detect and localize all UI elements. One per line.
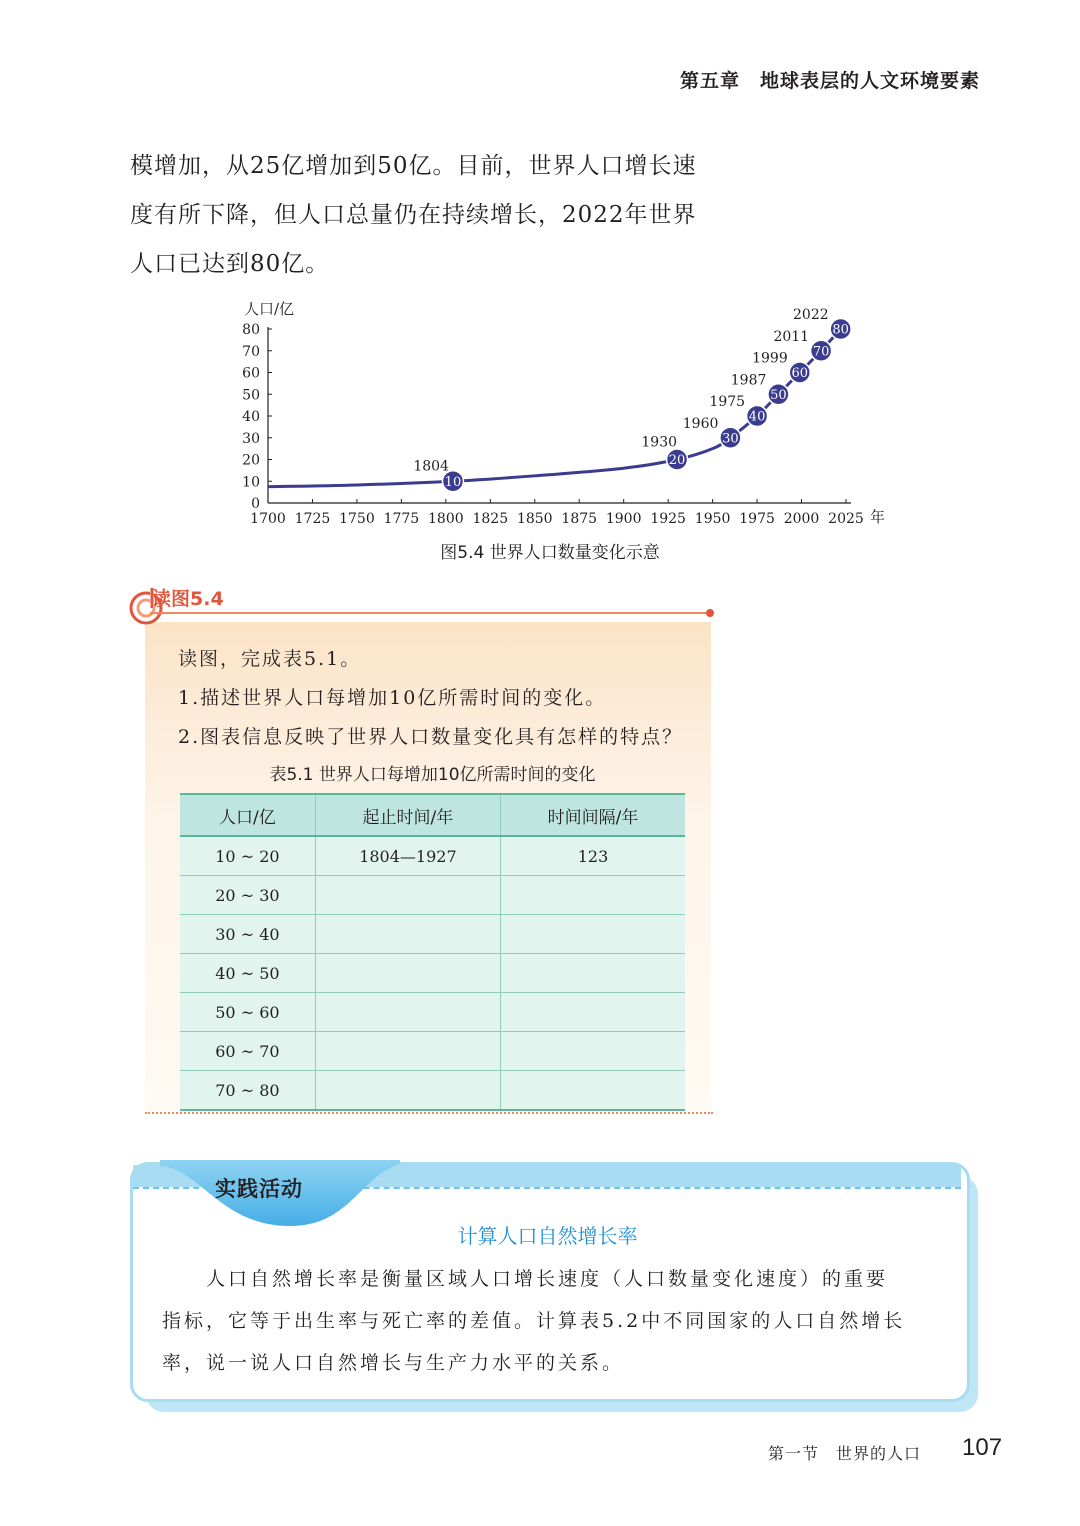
table-header-cell: 起止时间/年 [315,794,500,836]
practice-line-1: 指标，它等于出生率与死亡率的差值。计算表5.2中不同国家的人口自然增长 [162,1310,906,1332]
x-tick-label: 2000 [783,511,820,527]
data-point-year: 1999 [752,350,788,367]
table-row [180,915,685,954]
table-header-row [180,794,685,836]
table-cell: 30 ~ 40 [180,915,315,954]
table-cell [315,1032,500,1071]
data-point-value: 80 [832,322,849,338]
y-tick-label: 50 [242,387,260,404]
x-tick-label: 1775 [383,511,420,527]
table-row [180,876,685,915]
y-tick-label: 60 [242,365,260,382]
x-axis-label: 年 [870,508,886,526]
x-tick-label: 1975 [739,511,775,527]
data-point-year: 1960 [682,415,719,432]
read-title-line [150,612,710,614]
x-tick-label: 1925 [650,511,686,527]
table-cell [501,1071,686,1111]
read-box-title: 读图5.4 [152,588,224,610]
data-point-year: 1975 [709,394,746,410]
x-tick-label: 1950 [694,511,731,527]
table-row [180,1071,685,1111]
table-cell: 20 ~ 30 [180,876,315,915]
table-cell [501,915,686,954]
intro-line: 度有所下降，但人口总量仍在持续增长，2022年世界 [130,202,697,228]
data-point-value: 70 [812,344,830,360]
table-cell [315,993,500,1032]
chapter-header: 第五章 地球表层的人文环境要素 [679,70,980,92]
y-tick-label: 70 [242,343,260,360]
table-row [180,993,685,1032]
practice-line-2: 率，说一说人口自然增长与生产力水平的关系。 [162,1352,625,1374]
read-line-1: 1.描述世界人口每增加10亿所需时间的变化。 [178,687,607,709]
read-line-0: 读图，完成表5.1。 [178,648,362,670]
table-cell [501,954,686,993]
table-cell: 60 ~ 70 [180,1032,315,1071]
table-cell [315,915,500,954]
population-table [180,793,685,1111]
table-cell [501,993,686,1032]
practice-label: 实践活动 [215,1177,303,1201]
population-chart [230,292,900,532]
intro-line: 人口已达到80亿。 [130,251,330,277]
data-point-value: 40 [748,409,766,425]
y-tick-label: 80 [242,322,260,338]
table-caption: 表5.1 世界人口每增加10亿所需时间的变化 [269,765,596,785]
data-point-value: 50 [770,387,787,403]
table-cell: 10 ~ 20 [180,836,315,876]
table-cell: 40 ~ 50 [180,954,315,993]
practice-title: 计算人口自然增长率 [457,1224,638,1248]
table-cell: 50 ~ 60 [180,993,315,1032]
read-box-instructions [178,640,683,757]
table-header-cell: 时间间隔/年 [501,794,686,836]
y-tick-label: 30 [242,430,260,447]
table-header-cell: 人口/亿 [180,794,315,836]
table-cell: 123 [501,836,686,876]
y-axis-label: 人口/亿 [244,300,295,318]
practice-text [162,1258,952,1384]
data-point-value: 20 [668,453,686,468]
x-tick-label: 1800 [428,511,464,527]
table-row [180,1032,685,1071]
x-tick-label: 1850 [516,511,553,527]
y-tick-label: 10 [242,474,260,491]
table-cell [315,876,500,915]
table-cell [501,1032,686,1071]
practice-line-0: 人口自然增长率是衡量区域人口增长速度（人口数量变化速度）的重要 [162,1268,889,1290]
x-tick-label: 1825 [472,511,509,527]
read-box-border [145,1112,713,1114]
table-cell [315,1071,500,1111]
x-tick-label: 1725 [294,511,331,527]
data-point-value: 10 [444,474,462,490]
x-tick-label: 1700 [250,511,286,527]
x-tick-label: 1875 [561,511,598,527]
intro-line: 模增加，从25亿增加到50亿。目前，世界人口增长速 [130,153,697,179]
y-tick-label: 20 [242,452,260,469]
table-row [180,836,685,876]
x-tick-label: 1900 [605,511,642,527]
page-number: 107 [962,1434,1003,1461]
read-title-dot [706,609,714,617]
data-point-year: 2022 [793,307,829,323]
table-cell [315,954,500,993]
intro-paragraph [130,142,730,289]
data-point-year: 1930 [641,434,678,451]
read-line-2: 2.图表信息反映了世界人口数量变化具有怎样的特点？ [178,726,684,748]
table-cell: 70 ~ 80 [180,1071,315,1111]
y-tick-label: 0 [251,496,260,512]
chart-markers [413,307,851,492]
data-point-year: 2011 [773,328,810,345]
x-tick-label: 1750 [339,511,375,527]
table-row [180,954,685,993]
table-cell: 1804—1927 [315,836,500,876]
table-cell [501,876,686,915]
x-tick-label: 2025 [828,511,864,527]
y-tick-label: 40 [242,409,260,425]
data-point-year: 1804 [413,458,449,475]
data-point-year: 1987 [730,372,767,389]
chart-caption: 图5.4 世界人口数量变化示意 [440,543,660,563]
data-point-value: 30 [722,431,739,447]
footer-section-title: 第一节 世界的人口 [768,1444,922,1463]
data-point-value: 60 [791,366,809,381]
